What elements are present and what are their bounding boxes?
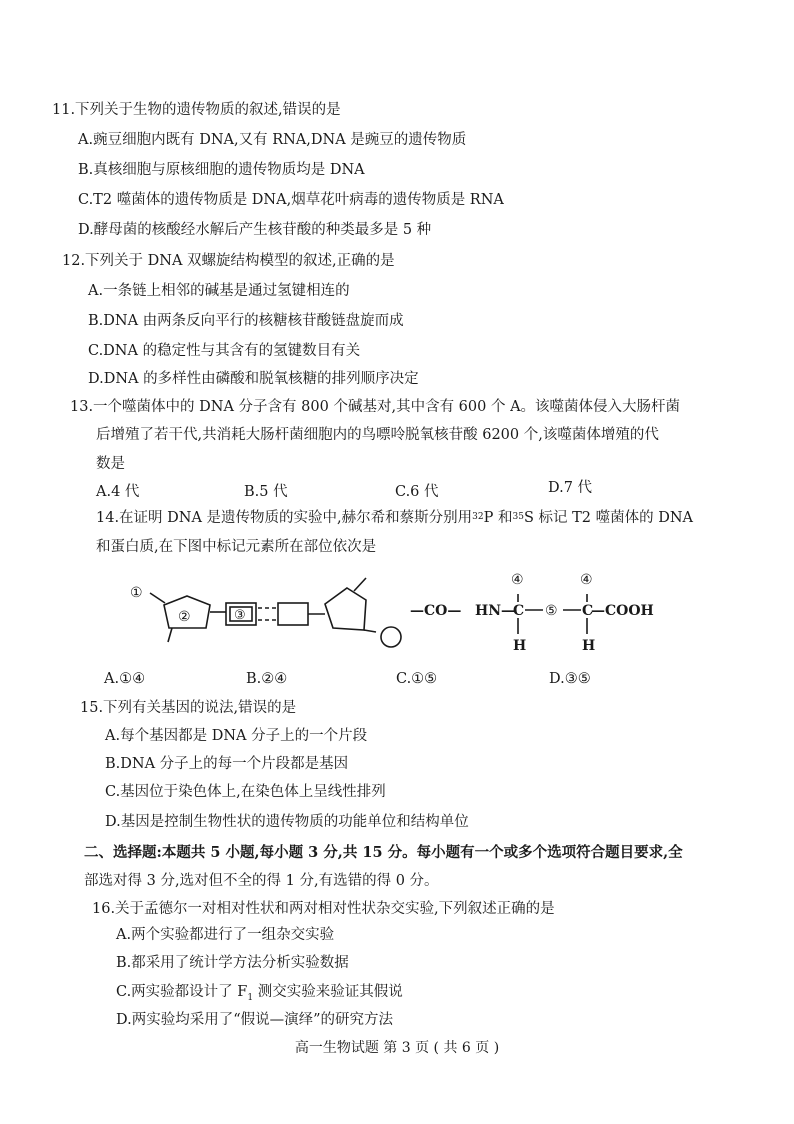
section2-line2: 部选对得 3 分,选对但不全的得 1 分,有选错的得 0 分。 (84, 873, 439, 889)
label-4a: ④ (511, 572, 524, 588)
cooh-group: —COOH (591, 603, 654, 619)
q13-stem-line1: 13.一个噬菌体中的 DNA 分子含有 800 个碱基对,其中含有 600 个 A。该噬菌体侵入大肠杆菌 (70, 399, 681, 415)
nucleotide-aminoacid-diagram (120, 560, 680, 665)
q14-option-d: D.③⑤ (549, 671, 591, 687)
label-4b: ④ (580, 572, 593, 588)
q13-option-b: B.5 代 (244, 484, 288, 500)
label-3: ③ (234, 608, 246, 623)
phosphate-bond (150, 593, 165, 603)
hydrogen-2: H (582, 638, 596, 654)
q12-stem: 12.下列关于 DNA 双螺旋结构模型的叙述,正确的是 (62, 253, 395, 269)
q16-option-c (116, 982, 403, 1002)
sugar-left-tail (168, 628, 172, 642)
carbon-2: C (582, 603, 594, 619)
q14-stem-line2: 和蛋白质,在下图中标记元素所在部位依次是 (96, 539, 377, 555)
label-2: ② (178, 609, 191, 625)
q14-option-c: C.①⑤ (396, 671, 438, 687)
q13-option-c: C.6 代 (395, 484, 439, 500)
q13-stem-line2: 后增殖了若干代,共消耗大肠杆菌细胞内的鸟嘌呤脱氧核苷酸 6200 个,该噬菌体增殖的代 (96, 427, 659, 443)
q16-option-b: B.都采用了统计学方法分析实验数据 (116, 955, 349, 971)
q16-option-d: D.两实验均采用了“假说—演绎”的研究方法 (116, 1012, 394, 1028)
q14-p-label: P 和 (483, 510, 513, 526)
q15-option-a: A.每个基因都是 DNA 分子上的一个片段 (105, 728, 368, 744)
q13-option-a: A.4 代 (96, 484, 140, 500)
q11-stem: 11.下列关于生物的遗传物质的叙述,错误的是 (52, 102, 341, 118)
q14-stem-part2: S 标记 T2 噬菌体的 DNA (523, 510, 694, 526)
q14-stem-part1: 14.在证明 DNA 是遗传物质的实验中,赫尔希和蔡斯分别用 (96, 510, 473, 526)
q14-sup-35: 35 (512, 512, 524, 522)
q11-option-b: B.真核细胞与原核细胞的遗传物质均是 DNA (78, 162, 365, 178)
hn-group: HN— (475, 603, 516, 619)
hydrogen-1: H (513, 638, 527, 654)
q15-option-d: D.基因是控制生物性状的遗传物质的功能单位和结构单位 (105, 814, 469, 830)
q12-option-b: B.DNA 由两条反向平行的核糖核苷酸链盘旋而成 (88, 313, 404, 329)
base-box-right (278, 603, 308, 625)
q16-option-c-part2: 测交实验来验证其假说 (253, 984, 403, 1000)
q12-option-a: A.一条链上相邻的碱基是通过氢键相连的 (88, 283, 350, 299)
q11-option-a: A.豌豆细胞内既有 DNA,又有 RNA,DNA 是豌豆的遗传物质 (78, 132, 467, 148)
q13-stem-line3: 数是 (96, 456, 125, 472)
label-5: ⑤ (545, 603, 558, 619)
co-group: —CO— (410, 603, 462, 619)
q16-option-a: A.两个实验都进行了一组杂交实验 (116, 927, 335, 943)
page-footer: 高一生物试题 第 3 页 ( 共 6 页 ) (294, 1040, 500, 1056)
q13-option-d: D.7 代 (548, 480, 593, 496)
q16-option-c-sub: 1 (247, 992, 254, 1003)
q14-sup-32: 32 (472, 512, 484, 522)
q15-stem: 15.下列有关基因的说法,错误的是 (80, 700, 297, 716)
sugar-pentagon-right (325, 588, 366, 630)
phosphate-circle (381, 627, 401, 647)
sugar-right-tail (364, 630, 376, 632)
section2-line1: 二、选择题:本题共 5 小题,每小题 3 分,共 15 分。每小题有一个或多个选项符合题目要求,全 (84, 844, 683, 861)
q15-option-b: B.DNA 分子上的每一个片段都是基因 (105, 756, 349, 772)
sugar-right-top (354, 578, 366, 591)
q16-option-c-part1: C.两实验都设计了 F (116, 984, 248, 1000)
q12-option-c: C.DNA 的稳定性与其含有的氢键数目有关 (88, 343, 361, 359)
q11-option-d: D.酵母菌的核酸经水解后产生核苷酸的种类最多是 5 种 (78, 222, 432, 238)
q14-stem-line1 (96, 508, 693, 528)
q14-option-b: B.②④ (246, 671, 288, 687)
q16-stem: 16.关于孟德尔一对相对性状和两对相对性状杂交实验,下列叙述正确的是 (92, 901, 555, 917)
carbon-1: C (513, 603, 525, 619)
q14-option-a: A.①④ (104, 671, 146, 687)
q12-option-d: D.DNA 的多样性由磷酸和脱氧核糖的排列顺序决定 (88, 371, 419, 387)
q11-option-c: C.T2 噬菌体的遗传物质是 DNA,烟草花叶病毒的遗传物质是 RNA (78, 192, 504, 208)
label-1: ① (130, 585, 143, 601)
q15-option-c: C.基因位于染色体上,在染色体上呈线性排列 (105, 784, 386, 800)
